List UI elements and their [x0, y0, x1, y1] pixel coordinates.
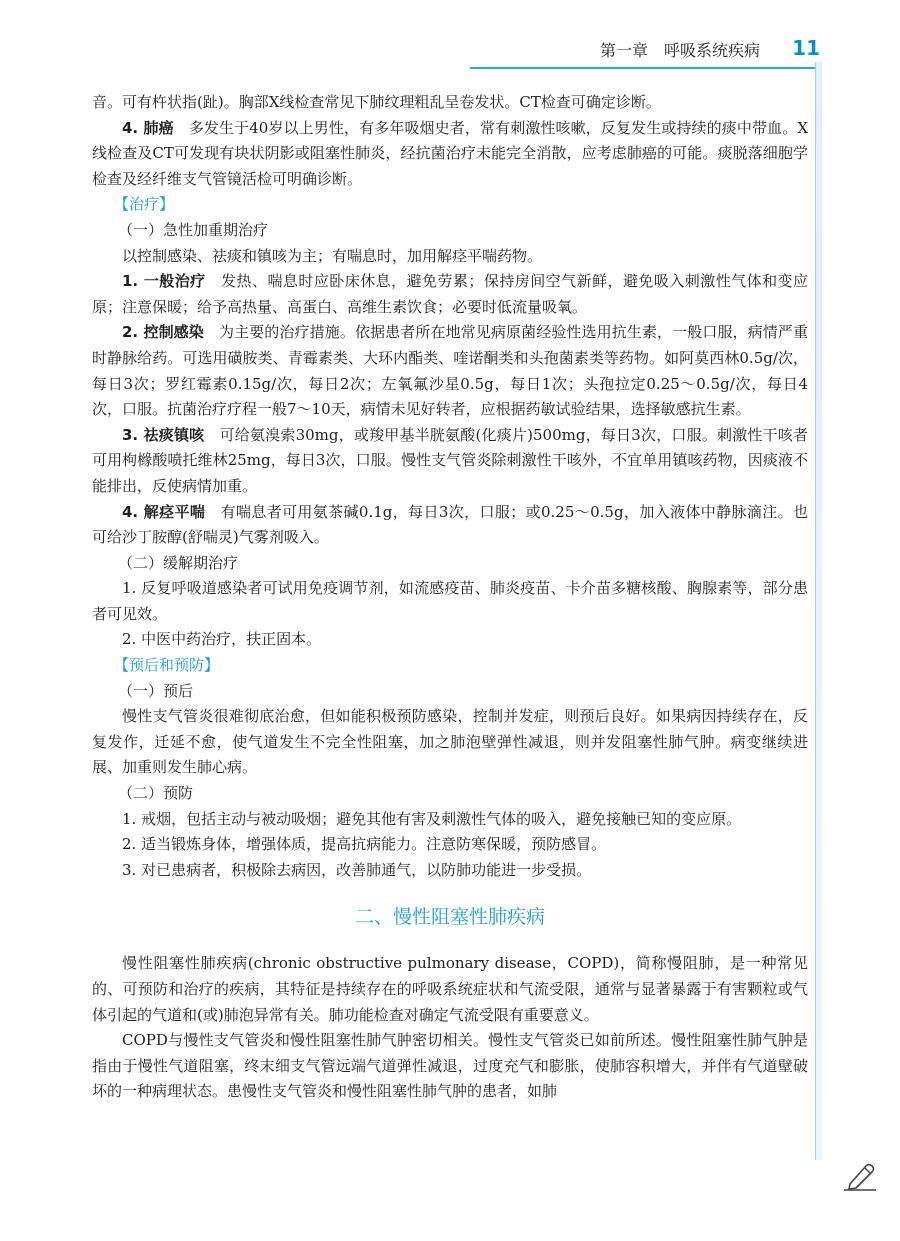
- paragraph: COPD与慢性支气管炎和慢性阻塞性肺气肿密切相关。慢性支气管炎已如前所述。慢性阻塞性肺气肿是指由于慢性气道阻塞，终末细支气管远端气道弹性减退，过度充气和膨胀，使肺容积增大，并伴有气道壁破坏的一种病理状态。患慢性支气管炎和慢性阻塞性肺气肿的患者，如肺: [92, 1031, 808, 1101]
- item-label: 1. 一般治疗: [122, 272, 206, 291]
- paragraph: 慢性支气管炎很难彻底治愈，但如能积极预防感染，控制并发症，则预后良好。如果病因持续存在，反复发作，迁延不愈，使气道发生不完全性阻塞，加之肺泡壁弹性减退，则并发阻塞性肺气肿。病变继续进展、加重则发生肺心病。: [92, 707, 808, 777]
- section-heading-prognosis: 【预后和预防】: [114, 656, 220, 675]
- item-label: 3. 祛痰镇咳: [122, 425, 205, 444]
- paragraph-infection-control: [92, 320, 808, 422]
- paragraph: 2. 适当锻炼身体，增强体质，提高抗病能力。注意防寒保暖，预防感冒。: [122, 835, 607, 854]
- margin-bar: [816, 62, 822, 1160]
- item-label: 4. 解痉平喘: [122, 502, 206, 521]
- paragraph-expectorant: [92, 423, 808, 500]
- paragraph: 以控制感染、祛痰和镇咳为主；有喘息时，加用解痉平喘药物。: [122, 246, 543, 265]
- item-text: 为主要的治疗措施。依据患者所在地常见病原菌经验性选用抗生素，一般口服，病情严重时静脉给药。可选用磺胺类、青霉素类、大环内酯类、喹诺酮类和头孢菌素类等药物。如阿莫西林0.5g/次，每日3次；罗红霉素0.15g/次，每日2次；左氧氟沙星0.5g，每日1次；头孢拉定0.25～0.5g/次，每日4次，口服。抗菌治疗疗程一般7～10天，病情未见好转者，应根据药敏试验结果，选择敏感抗生素。: [92, 323, 808, 419]
- header-rule: [470, 67, 820, 69]
- paragraph: 2. 中医中药治疗，扶正固本。: [122, 630, 322, 649]
- subheading-prevention: （二）预防: [118, 784, 194, 803]
- paragraph: 1. 反复呼吸道感染者可试用免疫调节剂，如流感疫苗、肺炎疫苗、卡介苗多糖核酸、胸腺素等，部分患者可见效。: [92, 579, 808, 623]
- pen-icon: [840, 1160, 880, 1192]
- item-text: 多发生于40岁以上男性，有多年吸烟史者，常有刺激性咳嗽，反复发生或持续的痰中带血。X线检查及CT可发现有块状阴影或阻塞性肺炎，经抗菌治疗未能完全消散，应考虑肺癌的可能。痰脱落细胞学检查及经纤维支气管镜活检可明确诊断。: [92, 118, 809, 188]
- paragraph: 慢性阻塞性肺疾病(chronic obstructive pulmonary disease，COPD)，简称慢阻肺，是一种常见的、可预防和治疗的疾病，其特征是持续存在的呼吸系统症状和气流受限，通常与显著暴露于有害颗粒或气体引起的气道和(或)肺泡异常有关。肺功能检查对确定气流受限有重要意义。: [92, 954, 808, 1024]
- page-body: [92, 90, 808, 1105]
- paragraph: 3. 对已患病者，积极除去病因，改善肺通气，以防肺功能进一步受损。: [122, 860, 592, 879]
- paragraph-antispasmodic: [92, 500, 808, 551]
- paragraph-lung-cancer: [92, 116, 808, 193]
- chapter-section-title: 二、慢性阻塞性肺疾病: [354, 906, 545, 929]
- paragraph: 音。可有杵状指(趾)。胸部X线检查常见下肺纹理粗乱呈卷发状。CT检查可确定诊断。: [92, 93, 661, 111]
- subheading-prognosis: （一）预后: [118, 681, 194, 700]
- running-header: [600, 38, 820, 68]
- item-text: 可给氨溴索30mg，或羧甲基半胱氨酸(化痰片)500mg，每日3次，口服。刺激性干咳者可用枸橼酸喷托维林25mg，每日3次，口服。慢性支气管炎除刺激性干咳外，不宜单用镇咳药物，因痰液不能排出，反使病情加重。: [92, 425, 809, 495]
- chapter-title: 第一章 呼吸系统疾病: [600, 41, 761, 60]
- section-heading-treatment: 【治疗】: [114, 195, 175, 214]
- item-text: 有喘息者可用氨茶碱0.1g，每日3次，口服；或0.25～0.5g，加入液体中静脉滴注。也可给沙丁胺醇(舒喘灵)气雾剂吸入。: [92, 502, 809, 547]
- item-label: 4. 肺癌: [122, 118, 174, 137]
- item-label: 2. 控制感染: [122, 323, 204, 342]
- subheading-remission: （二）缓解期治疗: [118, 553, 239, 572]
- paragraph-general-treatment: [92, 269, 808, 320]
- page-number: 11: [792, 36, 820, 60]
- paragraph: 1. 戒烟，包括主动与被动吸烟；避免其他有害及刺激性气体的吸入，避免接触已知的变应原。: [122, 809, 742, 828]
- margin-rule: [815, 62, 816, 1160]
- item-text: 发热、喘息时应卧床休息，避免劳累；保持房间空气新鲜，避免吸入刺激性气体和变应原；注意保暖；给予高热量、高蛋白、高维生素饮食；必要时低流量吸氧。: [92, 272, 808, 316]
- subheading-acute: （一）急性加重期治疗: [118, 220, 269, 239]
